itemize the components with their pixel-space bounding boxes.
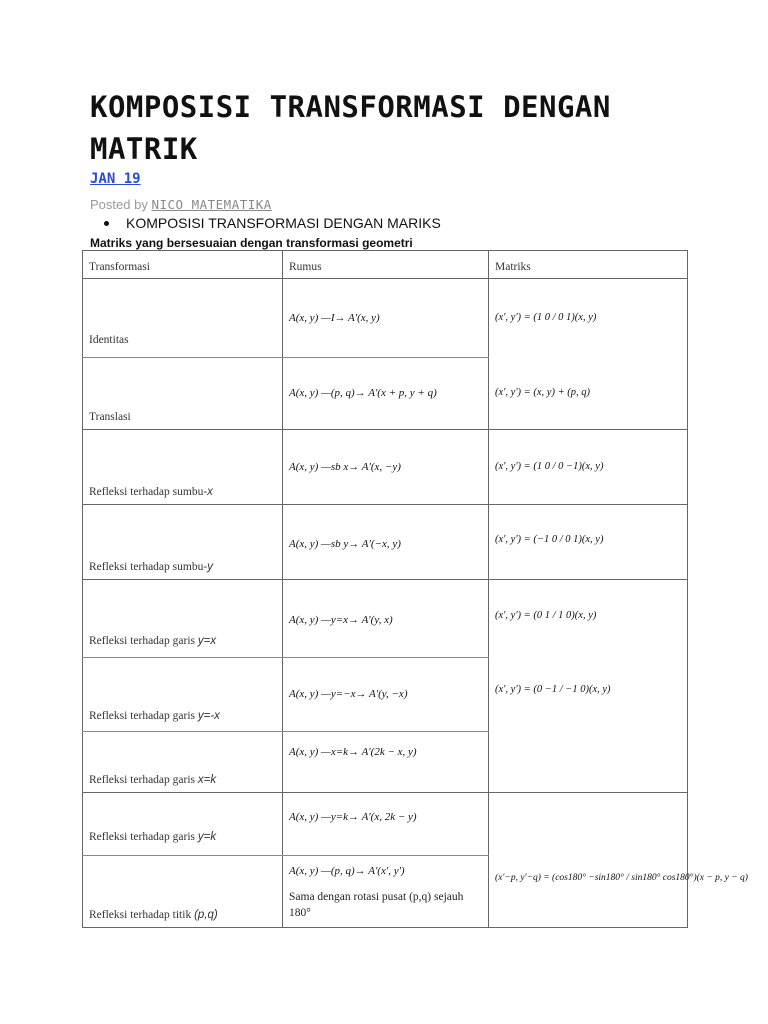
- formula-y-eq-k: A(x, y) —y=k→ A'(x, 2k − y): [289, 811, 417, 823]
- header-matriks: Matriks: [495, 261, 531, 273]
- table-row: [83, 279, 688, 430]
- formula-sumbu-y: A(x, y) —sb y→ A'(−x, y): [289, 538, 401, 550]
- formula-sumbu-x: A(x, y) —sb x→ A'(x, −y): [289, 461, 401, 473]
- formula-y-eq-neg-x: A(x, y) —y=−x→ A'(y, −x): [289, 688, 408, 700]
- formula-identitas: A(x, y) —I→ A'(x, y): [289, 312, 380, 324]
- bullet-text: KOMPOSISI TRANSFORMASI DENGAN MARIKS: [126, 215, 441, 231]
- matrix-sumbu-x: (x', y') = (1 0 / 0 −1)(x, y): [495, 461, 604, 472]
- bullet-dot-icon: [104, 221, 109, 226]
- matrix-y-eq-x: (x', y') = (0 1 / 1 0)(x, y): [495, 610, 597, 621]
- formula-titik-pq: A(x, y) —(p, q)→ A'(x', y'): [289, 865, 405, 877]
- table-row: [83, 505, 688, 580]
- transformation-table: [82, 250, 748, 928]
- formula-x-eq-k: A(x, y) —x=k→ A'(2k − x, y): [289, 746, 417, 758]
- matrix-sumbu-y: (x', y') = (−1 0 / 0 1)(x, y): [495, 534, 604, 545]
- table-caption: Matriks yang bersesuaian dengan transformasi geometri: [90, 236, 413, 250]
- row-name-identitas: Identitas: [89, 334, 129, 346]
- formula-y-eq-x: A(x, y) —y=x→ A'(y, x): [289, 614, 393, 626]
- row-name-y-eq-x: Refleksi terhadap garis y=x: [89, 635, 217, 647]
- table-header-row: [83, 251, 688, 279]
- row-name-translasi: Translasi: [89, 411, 131, 423]
- row-name-x-eq-k: Refleksi terhadap garis x=k: [89, 774, 217, 786]
- formula-translasi: A(x, y) —(p, q)→ A'(x + p, y + q): [289, 387, 437, 399]
- note-titik-pq: Sama dengan rotasi pusat (p,q) sejauh 180°: [289, 891, 464, 919]
- header-transformasi: Transformasi: [89, 261, 150, 273]
- matrix-y-eq-neg-x: (x', y') = (0 −1 / −1 0)(x, y): [495, 684, 611, 695]
- row-name-sumbu-y: Refleksi terhadap sumbu-y: [89, 561, 213, 573]
- table-row: [83, 430, 688, 505]
- matrix-translasi: (x', y') = (x, y) + (p, q): [495, 387, 591, 398]
- posted-by-prefix: Posted by: [90, 197, 152, 212]
- table-row: [83, 580, 688, 793]
- row-name-titik-pq: Refleksi terhadap titik (p,q): [89, 909, 218, 921]
- author-link[interactable]: NICO MATEMATIKA: [151, 197, 272, 212]
- posted-by: [90, 197, 272, 212]
- post-date-link[interactable]: JAN 19: [90, 171, 141, 187]
- page-title: KOMPOSISI TRANSFORMASI DENGAN MATRIK: [90, 90, 611, 166]
- matrix-identitas: (x', y') = (1 0 / 0 1)(x, y): [495, 312, 597, 323]
- bullet-item: [104, 215, 441, 231]
- header-rumus: Rumus: [289, 261, 322, 273]
- row-name-sumbu-x: Refleksi terhadap sumbu-x: [89, 486, 213, 498]
- table-row: [83, 793, 688, 928]
- row-name-y-eq-k: Refleksi terhadap garis y=k: [89, 831, 217, 843]
- row-name-y-eq-neg-x: Refleksi terhadap garis y=-x: [89, 710, 220, 722]
- matrix-titik-pq: (x'−p, y'−q) = (cos180° −sin180° / sin180° cos180°)(x − p, y − q): [495, 873, 748, 883]
